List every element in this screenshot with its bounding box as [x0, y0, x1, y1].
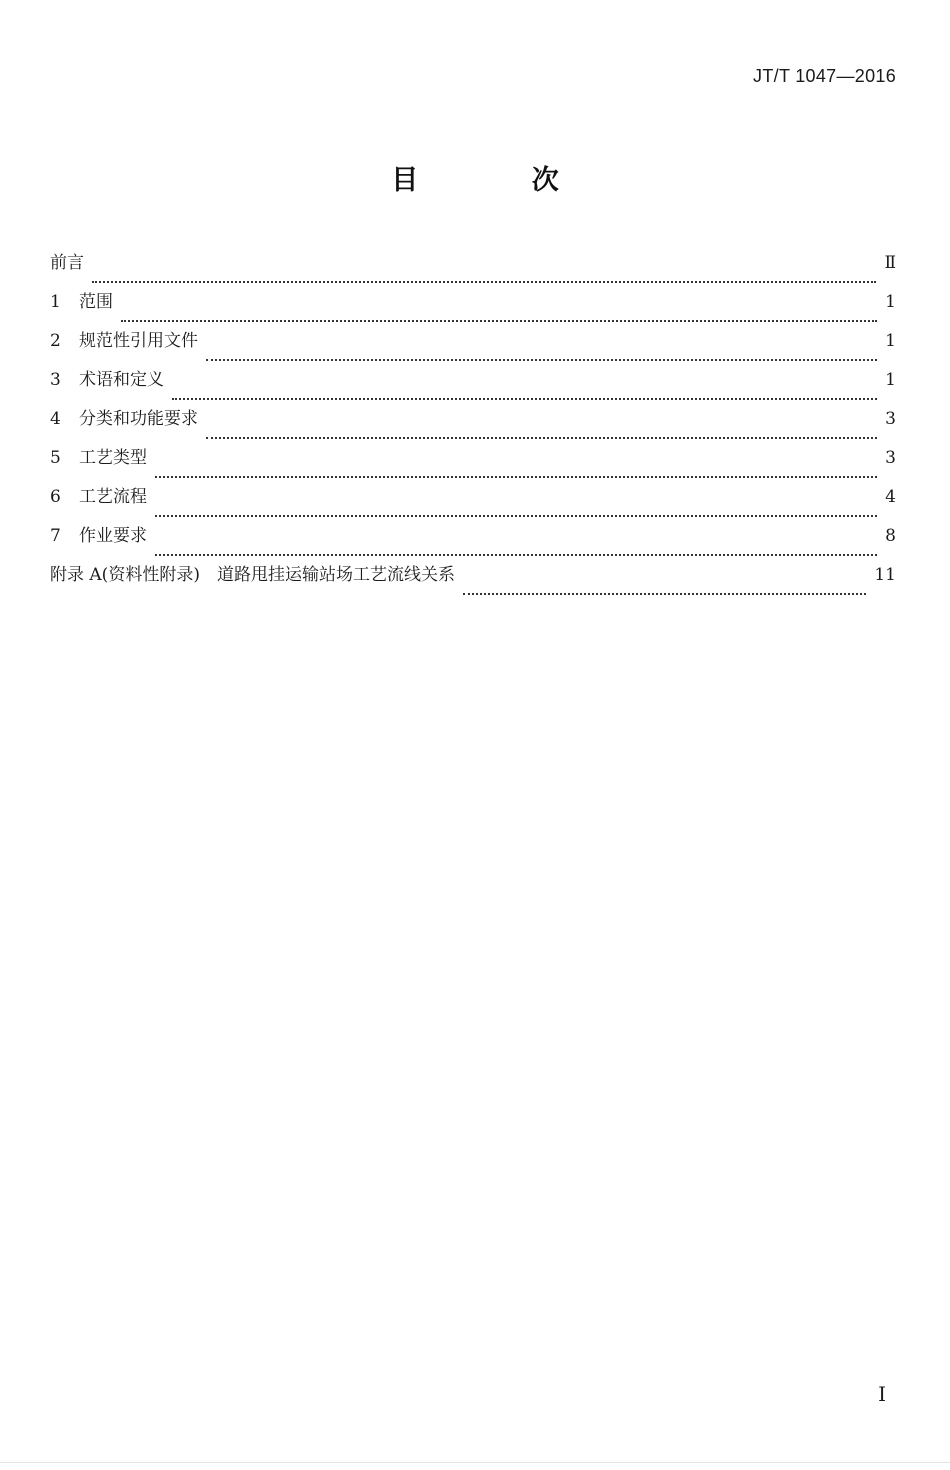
page-title: 目 次 — [391, 165, 611, 196]
toc-entry-process-types[interactable] — [50, 445, 896, 484]
page-number: I — [878, 1382, 886, 1406]
toc-entry-page: 8 — [885, 526, 896, 546]
toc-entry-label: 作业要求 — [79, 526, 147, 546]
toc-entry-label: 工艺流程 — [79, 487, 147, 507]
toc-entry-page: Ⅱ — [884, 253, 896, 273]
toc-entry-number: 5 — [50, 448, 61, 468]
toc-entry-label: 附录 A(资料性附录) 道路甩挂运输站场工艺流线关系 — [50, 565, 455, 585]
toc-entry-page: 1 — [885, 292, 896, 312]
dot-leader — [92, 281, 876, 283]
dot-leader — [206, 359, 877, 361]
toc-entry-page: 1 — [885, 331, 896, 351]
toc-entry-number: 3 — [50, 370, 61, 390]
toc-entry-process-flow[interactable] — [50, 484, 896, 523]
toc-entry-number: 7 — [50, 526, 61, 546]
toc-entry-appendix-a[interactable] — [50, 562, 896, 601]
toc-entry-terms-definitions[interactable] — [50, 367, 896, 406]
toc-entry-number: 1 — [50, 292, 61, 312]
page-bottom-divider — [0, 1462, 950, 1463]
toc-entry-foreword[interactable] — [50, 250, 896, 289]
dot-leader — [155, 515, 877, 517]
dot-leader — [155, 554, 877, 556]
toc-entry-page: 3 — [885, 448, 896, 468]
toc-entry-page: 3 — [885, 409, 896, 429]
dot-leader — [172, 398, 877, 400]
dot-leader — [463, 593, 866, 595]
toc-entry-scope[interactable] — [50, 289, 896, 328]
toc-entry-number: 6 — [50, 487, 61, 507]
toc-entry-classification[interactable] — [50, 406, 896, 445]
toc-entry-page: 11 — [874, 565, 896, 585]
toc-entry-label: 工艺类型 — [79, 448, 147, 468]
dot-leader — [206, 437, 877, 439]
toc-entry-normative-references[interactable] — [50, 328, 896, 367]
table-of-contents — [50, 250, 896, 601]
toc-entry-operation-requirements[interactable] — [50, 523, 896, 562]
toc-entry-page: 1 — [885, 370, 896, 390]
toc-entry-label: 术语和定义 — [79, 370, 164, 390]
toc-entry-label: 规范性引用文件 — [79, 331, 198, 351]
toc-entry-label: 范围 — [79, 292, 113, 312]
toc-entry-label: 分类和功能要求 — [79, 409, 198, 429]
toc-entry-label: 前言 — [50, 253, 84, 273]
toc-entry-number: 4 — [50, 409, 61, 429]
toc-entry-number: 2 — [50, 331, 61, 351]
toc-entry-page: 4 — [885, 487, 896, 507]
dot-leader — [155, 476, 877, 478]
dot-leader — [121, 320, 877, 322]
standard-code: JT/T 1047—2016 — [753, 66, 896, 86]
